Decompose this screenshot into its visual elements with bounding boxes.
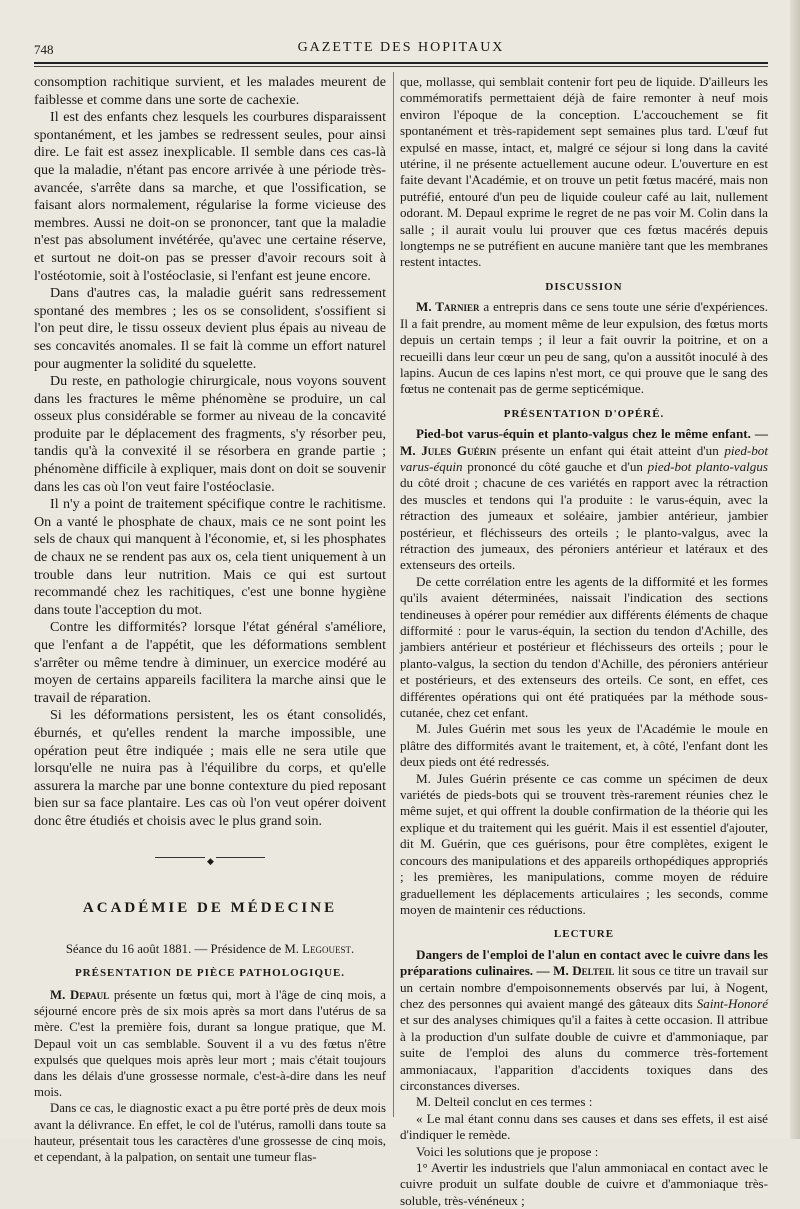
tarnier-text: a entrepris dans ce sens toute une série d'expériences. Il a fait prendre, au moment même de leur expulsion, des fœtus morts depuis un certain temps ; il leur a fait ouvrir la poitrine, et on a recueilli dans leur cœur un peu de sang, qu'on a aussitôt inoculé à des lapins. Aucun de ces lapins n'est mort, ce qui prouve que le sang des fœtus ne contenait pas de germe septicémique. bbox=[400, 299, 769, 397]
subhead-lecture: LECTURE bbox=[553, 928, 615, 941]
journal-title: GAZETTE DES HOPITAUX bbox=[297, 40, 505, 55]
delteil-text: lit sous ce titre un travail sur un certain nombre d'empoisonnements observés par lui, à Nogent, chez des personnes qui avaient mangé des gâteaux dits bbox=[400, 963, 769, 1011]
section-title-academie: ACADÉMIE DE MÉDECINE bbox=[82, 899, 338, 916]
paragraph: Il n'y a point de traitement spécifique contre le rachitisme. On a vanté le phosphate de chaux, mais ce ne sont point les sels de chaux qui manquent à l'économie, et, si les phosphates de chaux ne se rendent pas aux os, cela tient uniquement à un trouble dans leur nutrition. Mais ce qui est surtout recommandé chez les rachitiques, c'est une bonne hygiène dans toute l'acception du mot. bbox=[34, 496, 386, 618]
paragraph-delteil bbox=[400, 947, 768, 1095]
president-name: Legouest bbox=[302, 942, 351, 957]
paragraph: Dans ce cas, le diagnostic exact a pu être porté près de deux mois avant la délivrance. En effet, le col de l'utérus, ramolli dans toute sa hauteur, présentait tous les caractères d'une grossesse de cinq mois, et cependant, à la palpation, on sentait une tumeur flas- bbox=[34, 1101, 386, 1164]
seance-suffix: . bbox=[350, 942, 355, 957]
seance-prefix: Séance du 16 août 1881. — Présidence de M. bbox=[65, 942, 299, 957]
paragraph: De cette corrélation entre les agents de la difformité et les formes qu'ils avaient déterminées, naissait l'indication des sections tendineuses à opérer pour remédier aux différents éléments de chaque difformité : pour le varus-équin, la section du tendon d'Achille, des jambiers antérieur et postérieur et fléchisseurs des orteils ; pour le planto-valgus, la section du tendon d'Achille, des péroniers antérieur et postérieurs, et des extenseurs des orteils. Ce sont, en effet, ces différentes opérations qui ont été pratiquées par la méthode sous-cutanée, chez cet enfant. bbox=[400, 573, 768, 721]
paragraph: consomption rachitique survient, et les malades meurent de faiblesse et comme dans une sorte de cachexie. bbox=[34, 74, 386, 108]
paragraph: Du reste, en pathologie chirurgicale, nous voyons souvent dans les fractures le même phénomène se produire, un cal osseux plus considérable se former au niveau de la concavité produite par le déplacement des fragments, s'y résorber peu, tandis qu'à la convexité il se résorbera en grande partie ; phénomène difficile à expliquer, mais dont on doit se souvenir dans les cas où l'on veut faire l'ostéoclasie. bbox=[34, 373, 386, 495]
paragraph: M. Jules Guérin présente ce cas comme un spécimen de deux variétés de pieds-bots qui se trouvent très-rarement réunies chez le même sujet, et qui offrent la double confirmation de la théorie qui les explique et du traitement qui les guérit. Mais il est essentiel d'ajouter, dit M. Guérin, que ces guérisons, pour être complètes, exigent le concours des manipulations et des appareils orthopédiques appropriés ; les premières, les manipulations, comme moyen de réduire graduellement les déplacements articulaires ; les seconds, comme moyen de maintenir ces réductions. bbox=[400, 770, 768, 917]
guerin-italic: pied-bot varus-équin bbox=[400, 442, 768, 474]
header-rule-thick bbox=[34, 62, 768, 64]
paragraph: Il est des enfants chez lesquels les courbures disparaissent spontanément, et les jambes se redressent seules, pour ainsi dire. Le fait est assez inexplicable. Il semble dans ces cas-là que la maladie, n'étant pas encore arrivée à une période très-avancée, s'arrête dans sa marche, et que l'ossification, se faisant alors normalement, régularise la forme vicieuse des membres. Aussi ne doit-on se prononcer, tant que la maladie n'est pas absolument invétérée, qu'avec une certaine réserve, et surtout ne doit-on pas se presser d'avoir recours soit à l'ostéotomie, soit à l'ostéoclasie, si l'enfant est jeune encore. bbox=[34, 109, 386, 284]
paragraph: Si les déformations persistent, les os étant consolidés, éburnés, et qu'elles rendent la marche impossible, une opération peut être indiquée ; mais elle ne sera utile que lorsqu'elle ne nuira pas à l'équilibre du corps, et qu'elle assurera la marche par une bonne contexture du pied reposant bien sur sa face plantaire. Les cas où l'on veut opérer doivent donc être étudiés et choisis avec le plus grand soin. bbox=[34, 707, 386, 829]
speaker-depaul: M. Depaul bbox=[50, 987, 110, 1002]
page-header bbox=[34, 40, 768, 60]
speaker-delteil: — M. Delteil bbox=[536, 963, 615, 979]
page-number: 748 bbox=[34, 42, 54, 57]
paragraph: M. Jules Guérin met sous les yeux de l'Académie le moule en plâtre des difformités avant le traitement, et, à côté, l'enfant dont les deux pieds ont été redressés. bbox=[400, 721, 768, 770]
column-divider bbox=[393, 72, 394, 1117]
guerin-italic: pied-bot planto-valgus bbox=[647, 458, 768, 474]
speaker-guerin: — M. Jules Guérin bbox=[400, 426, 768, 458]
paragraph: que, mollasse, qui semblait contenir fort peu de liquide. D'ailleurs les commémoratifs permettaient déjà de faire remonter à neuf mois environ l'époque de la conception. L'accouchement se fit spontanément et très-rapidement sept semaines plus tard. L'œuf fut expulsé en masse, intact, et, malgré ce séjour si long dans la cavité utérine, il ne présente actuellement aucune odeur. L'ouverture en est faite devant l'Académie, et on trouve un petit fœtus macéré, mais non putréfié, entouré d'un peu de liquide couleur café au lait, nullement odorant. M. Depaul exprime le regret de ne pas voir M. Colin dans la salle ; il aurait voulu lui prouver que ces fœtus macérés depuis longtemps ne se putréfient en aucune manière tant que les membranes restent intactes. bbox=[400, 74, 768, 270]
section-ornament bbox=[155, 855, 265, 866]
guerin-text: du côté droit ; chacune de ces variétés en rapport avec la rétraction des muscles et tendons qui l'a produite : le varus-équin, avec la rétraction des jumeaux et soléaire, jambier antérieur, jambier postérieur, et fléchisseurs des orteils ; le planto-valgus, avec la rétraction des jumeaux, des péroniers antérieur et latéraux et des extenseurs des orteils. bbox=[400, 475, 768, 573]
depaul-text: présente un fœtus qui, mort à l'âge de cinq mois, a séjourné encore près de six mois après sa mort dans l'utérus de sa mère. C'est la première fois, durant sa longue pratique, que M. Depaul voit un cas semblable. Souvent il a vu des fœtus n'être expulsés que quelques mois après leur mort ; mais c'était toujours dans les délais d'une grossesse normale, c'est-à-dire dans les neuf mois. bbox=[34, 987, 386, 1100]
subhead-presentation-opere: PRÉSENTATION D'OPÉRÉ. bbox=[503, 407, 665, 420]
paragraph: Voici les solutions que je propose : bbox=[416, 1143, 599, 1159]
paragraph-guerin bbox=[400, 426, 768, 574]
delteil-italic: Saint-Honoré bbox=[696, 995, 768, 1011]
pied-bot-title: Pied-bot varus-équin et planto-valgus chez le même enfant. bbox=[416, 426, 751, 442]
paragraph-quote: « Le mal étant connu dans ses causes et dans ses effets, il est aisé d'indiquer le remède. bbox=[400, 1110, 768, 1143]
guerin-text: prononcé du côté gauche et d'un bbox=[467, 458, 643, 474]
paragraph: M. Delteil conclut en ces termes : bbox=[416, 1094, 593, 1110]
paragraph-tarnier bbox=[400, 299, 768, 397]
page-edge bbox=[790, 0, 800, 1139]
ornament-diamond: ◆ bbox=[205, 853, 216, 871]
delteil-text: et sur des analyses chimiques qu'il a faites à cette occasion. Il attribue à la production d'un sulfate double de cuivre et d'ammoniaque, par suite de l'emploi des aluns du commerce très-fortement ammoniacaux, l'apparition d'accidents toxiques dans des circonstances diverses. bbox=[400, 1012, 768, 1093]
subhead-discussion: DISCUSSION bbox=[545, 280, 623, 293]
speaker-tarnier: M. Tarnier bbox=[416, 299, 480, 315]
left-column bbox=[34, 74, 386, 1165]
guerin-text: présente un enfant qui était atteint d'un bbox=[501, 442, 719, 458]
paragraph: Contre les difformités? lorsque l'état général s'améliore, que l'enfant a de l'appétit, que les déformations semblent s'arrêter ou même tendre à diminuer, un exercice modéré au moyen de certains appareils facilitera la marche ainsi que le travail de réparation. bbox=[34, 619, 386, 706]
paragraph: 1° Avertir les industriels que l'alun ammoniacal en contact avec le cuivre produit un sulfate double de cuivre et d'ammoniaque très-soluble, très-vénéneux ; bbox=[400, 1160, 768, 1208]
seance-line bbox=[34, 941, 386, 957]
paragraph: Dans d'autres cas, la maladie guérit sans redressement spontané des membres ; les os se consolident, s'ossifient si l'on peut dire, le tissu osseux devient plus épais au niveau de ses concavités anomales. Il se fait là comme un effort naturel pour augmenter la solidité du squelette. bbox=[34, 285, 386, 372]
subhead-presentation-piece: PRÉSENTATION DE PIÈCE PATHOLOGIQUE. bbox=[74, 967, 346, 980]
header-rule-thin bbox=[34, 66, 768, 67]
paragraph-depaul bbox=[34, 987, 386, 1100]
right-column bbox=[400, 74, 768, 1209]
dangers-title: Dangers de l'emploi de l'alun en contact avec le cuivre dans les préparations culinaires. bbox=[400, 946, 768, 979]
